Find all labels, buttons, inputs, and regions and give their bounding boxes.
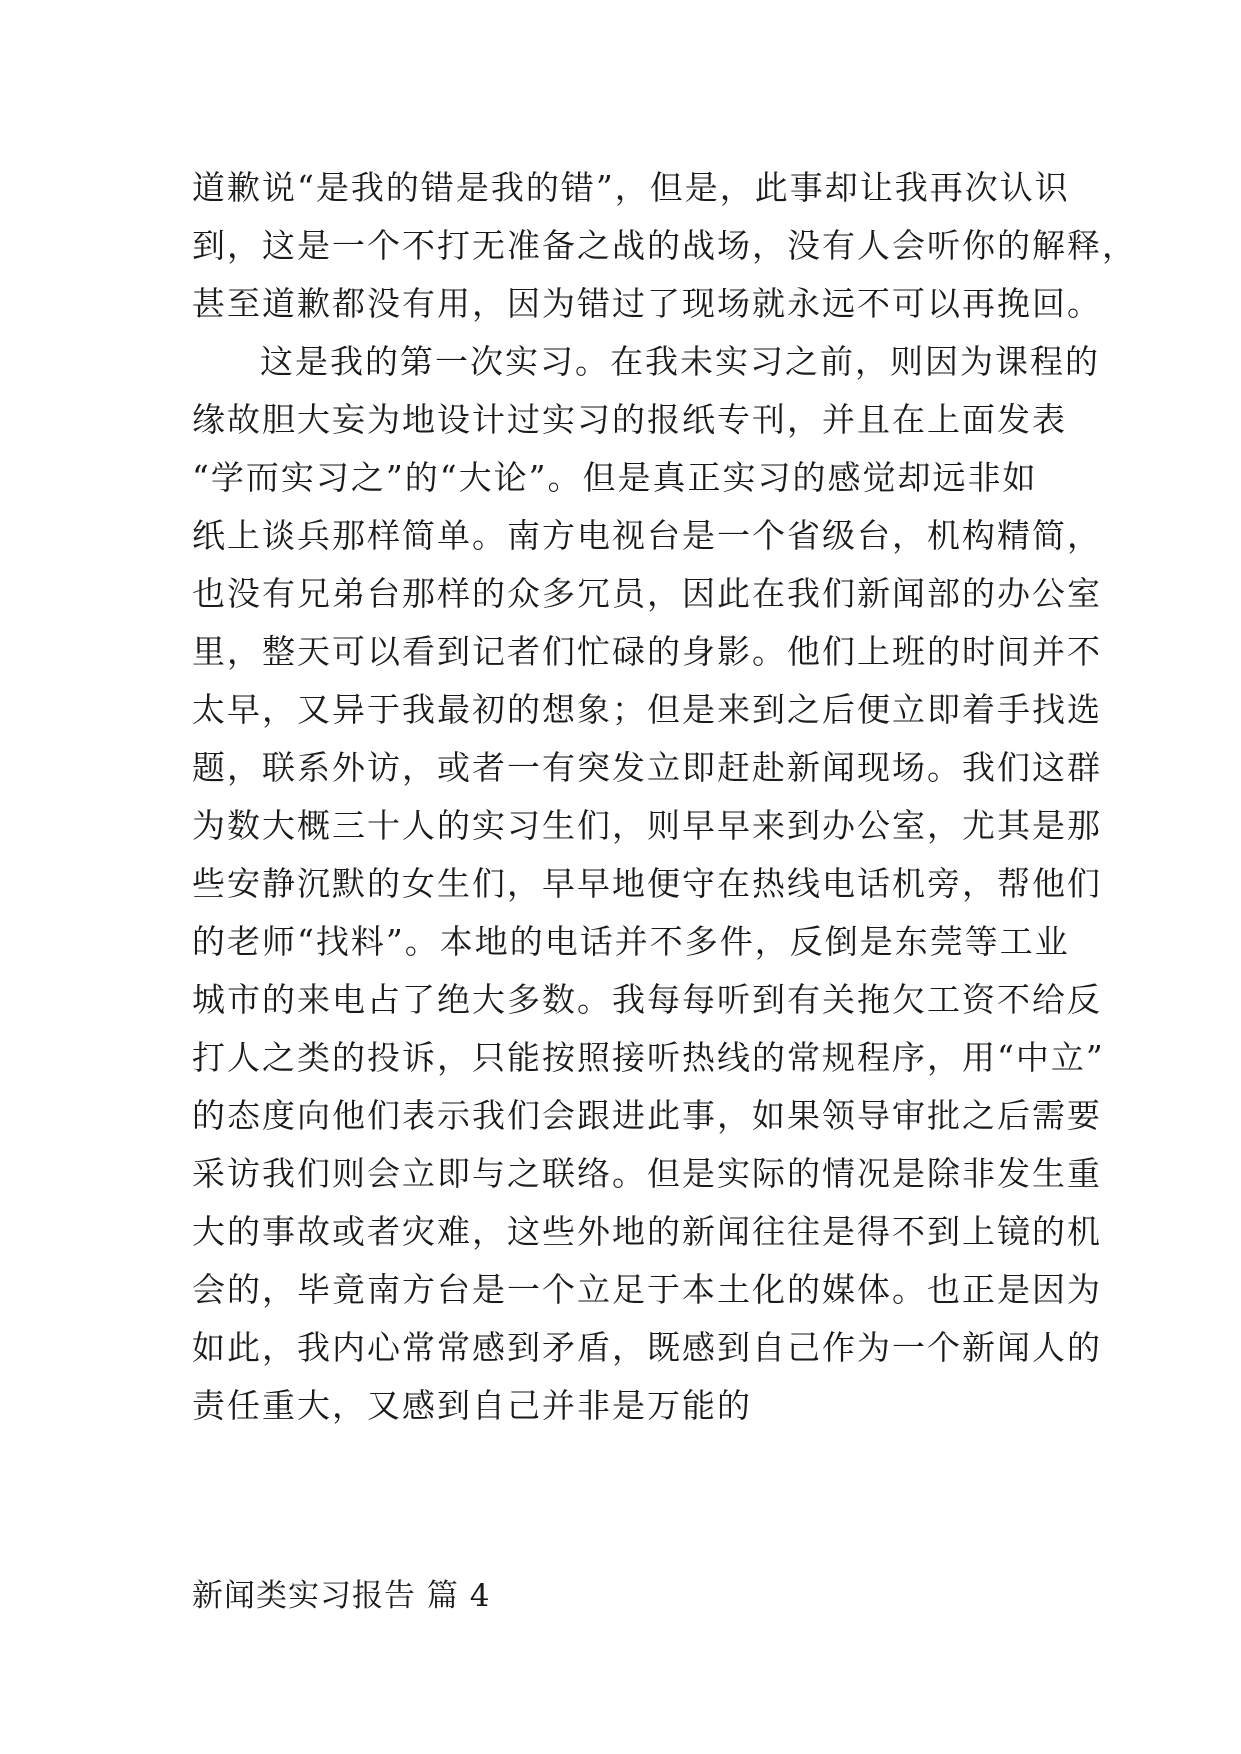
text-line: 这是我的第一次实习。在我未实习之前，则因为课程的 bbox=[260, 342, 1100, 381]
text-line: “学而实习之”的“大论”。但是真正实习的感觉却远非如 bbox=[192, 458, 1038, 497]
text-line: 道歉说“是我的错是我的错”，但是，此事却让我再次认识 bbox=[192, 168, 1070, 207]
text-line: 采访我们则会立即与之联络。但是实际的情况是除非发生重 bbox=[192, 1154, 1102, 1193]
section-heading: 新闻类实习报告 篇 4 bbox=[192, 1578, 491, 1614]
text-line: 里，整天可以看到记者们忙碌的身影。他们上班的时间并不 bbox=[192, 632, 1102, 671]
text-line: 城市的来电占了绝大多数。我每每听到有关拖欠工资不给反 bbox=[192, 980, 1102, 1019]
text-line: 纸上谈兵那样简单。南方电视台是一个省级台，机构精简， bbox=[192, 516, 1102, 555]
text-line: 缘故胆大妄为地设计过实习的报纸专刊，并且在上面发表 bbox=[192, 400, 1067, 439]
text-line: 些安静沉默的女生们，早早地便守在热线电话机旁，帮他们 bbox=[192, 864, 1102, 903]
text-line: 题，联系外访，或者一有突发立即赶赴新闻现场。我们这群 bbox=[192, 748, 1102, 787]
text-line: 到，这是一个不打无准备之战的战场，没有人会听你的解释， bbox=[192, 226, 1137, 265]
text-line: 为数大概三十人的实习生们，则早早来到办公室，尤其是那 bbox=[192, 806, 1102, 845]
text-line: 会的，毕竟南方台是一个立足于本土化的媒体。也正是因为 bbox=[192, 1270, 1102, 1309]
text-line: 太早，又异于我最初的想象；但是来到之后便立即着手找选 bbox=[192, 690, 1102, 729]
text-line: 也没有兄弟台那样的众多冗员，因此在我们新闻部的办公室 bbox=[192, 574, 1102, 613]
text-line: 如此，我内心常常感到矛盾，既感到自己作为一个新闻人的 bbox=[192, 1328, 1102, 1367]
text-line: 的态度向他们表示我们会跟进此事，如果领导审批之后需要 bbox=[192, 1096, 1102, 1135]
text-line: 甚至道歉都没有用，因为错过了现场就永远不可以再挽回。 bbox=[192, 284, 1102, 323]
text-line: 的老师“找料”。本地的电话并不多件，反倒是东莞等工业 bbox=[192, 922, 1070, 961]
text-line: 打人之类的投诉，只能按照接听热线的常规程序，用“中立” bbox=[192, 1038, 1105, 1077]
text-line: 大的事故或者灾难，这些外地的新闻往往是得不到上镜的机 bbox=[192, 1212, 1102, 1251]
text-line: 责任重大，又感到自己并非是万能的 bbox=[192, 1386, 752, 1425]
